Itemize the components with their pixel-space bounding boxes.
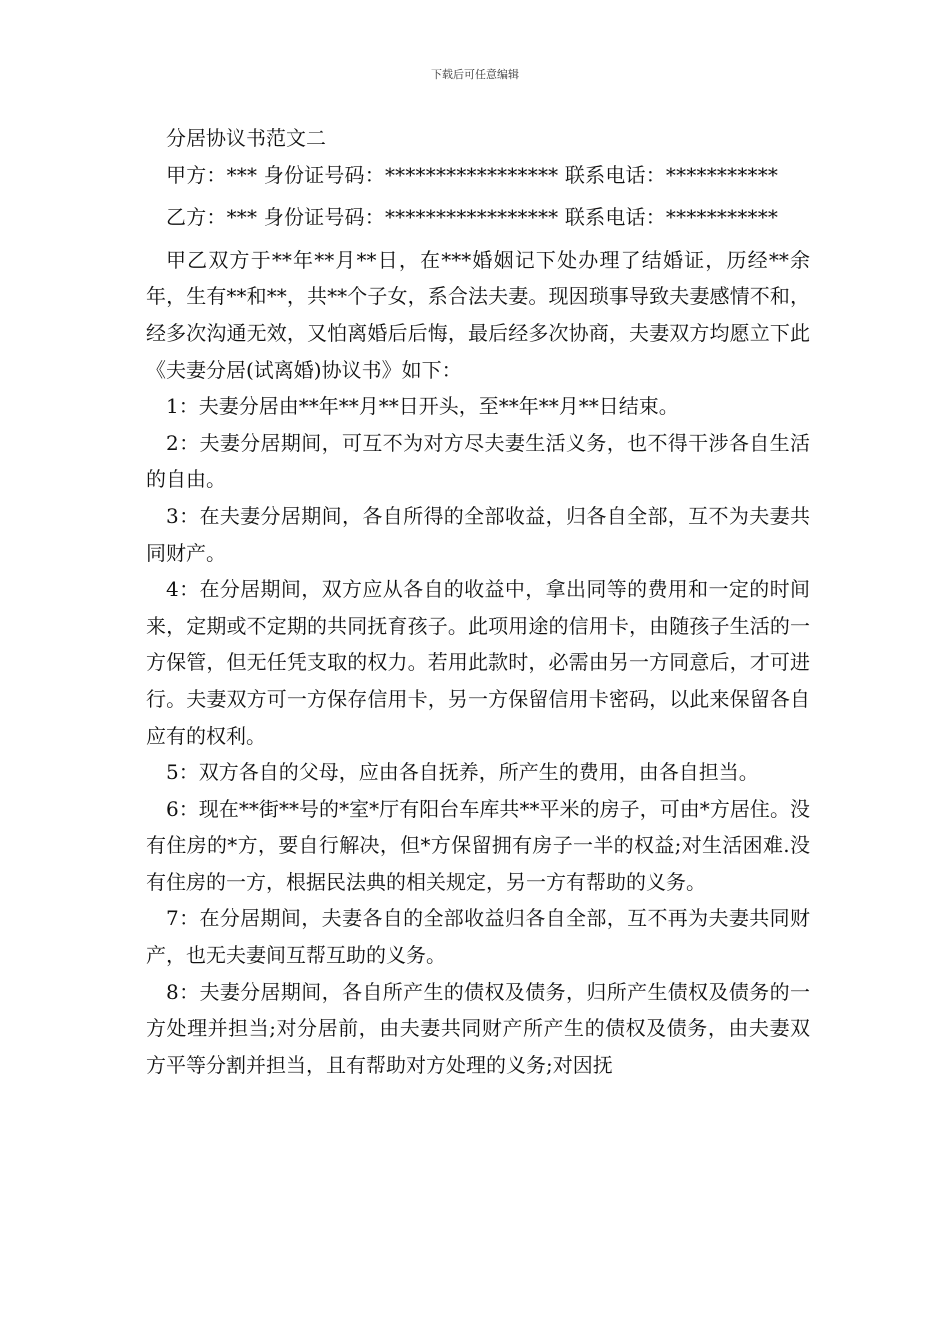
intro-paragraph: 甲乙双方于**年**月**日，在***婚姻记下处办理了结婚证，历经**余年，生有**和**，共**个子女，系合法夫妻。现因琐事导致夫妻感情不和，经多次沟通无效，又怕离婚后后悔，最后经多次协商，夫妻双方均愿立下此《夫妻分居(试离婚)协议书》如下： — [146, 247, 810, 382]
clause-6: 6：现在**街**号的*室*厅有阳台车库共**平米的房子，可由*方居住。没有住房的*方，要自行解决，但*方保留拥有房子一半的权益;对生活困难.没有住房的一方，根据民法典的相关规定，另一方有帮助的义务。 — [146, 796, 810, 894]
document-title: 分居协议书范文二 — [166, 126, 326, 150]
clause-7: 7：在分居期间，夫妻各自的全部收益归各自全部，互不再为夫妻共同财产，也无夫妻间互帮互助的义务。 — [146, 906, 810, 968]
clause-5: 5：双方各自的父母，应由各自抚养，所产生的费用，由各自担当。 — [166, 760, 759, 785]
party-b-line: 乙方：*** 身份证号码：***************** 联系电话：*********** — [166, 205, 779, 230]
clause-1: 1：夫妻分居由**年**月**日开头，至**年**月**日结束。 — [166, 394, 679, 419]
document-body — [146, 120, 810, 1083]
clause-8: 8：夫妻分居期间，各自所产生的债权及债务，归所产生债权及债务的一方处理并担当;对分居前，由夫妻共同财产所产生的债权及债务，由夫妻双方平等分割并担当，且有帮助对方处理的义务;对因抚 — [146, 979, 810, 1077]
header-note: 下载后可任意编辑 — [431, 68, 519, 81]
clause-2: 2：夫妻分居期间，可互不为对方尽夫妻生活义务，也不得干涉各自生活的自由。 — [146, 430, 810, 492]
party-a-line: 甲方：*** 身份证号码：***************** 联系电话：*********** — [166, 162, 779, 187]
clause-4: 4：在分居期间，双方应从各自的收益中，拿出同等的费用和一定的时间来，定期或不定期的共同抚育孩子。此项用途的信用卡，由随孩子生活的一方保管，但无任凭支取的权力。若用此款时，必需由另一方同意后，才可进行。夫妻双方可一方保存信用卡，另一方保留信用卡密码，以此来保留各自应有的权利。 — [146, 577, 810, 748]
clause-3: 3：在夫妻分居期间，各自所得的全部收益，归各自全部，互不为夫妻共同财产。 — [146, 503, 810, 565]
